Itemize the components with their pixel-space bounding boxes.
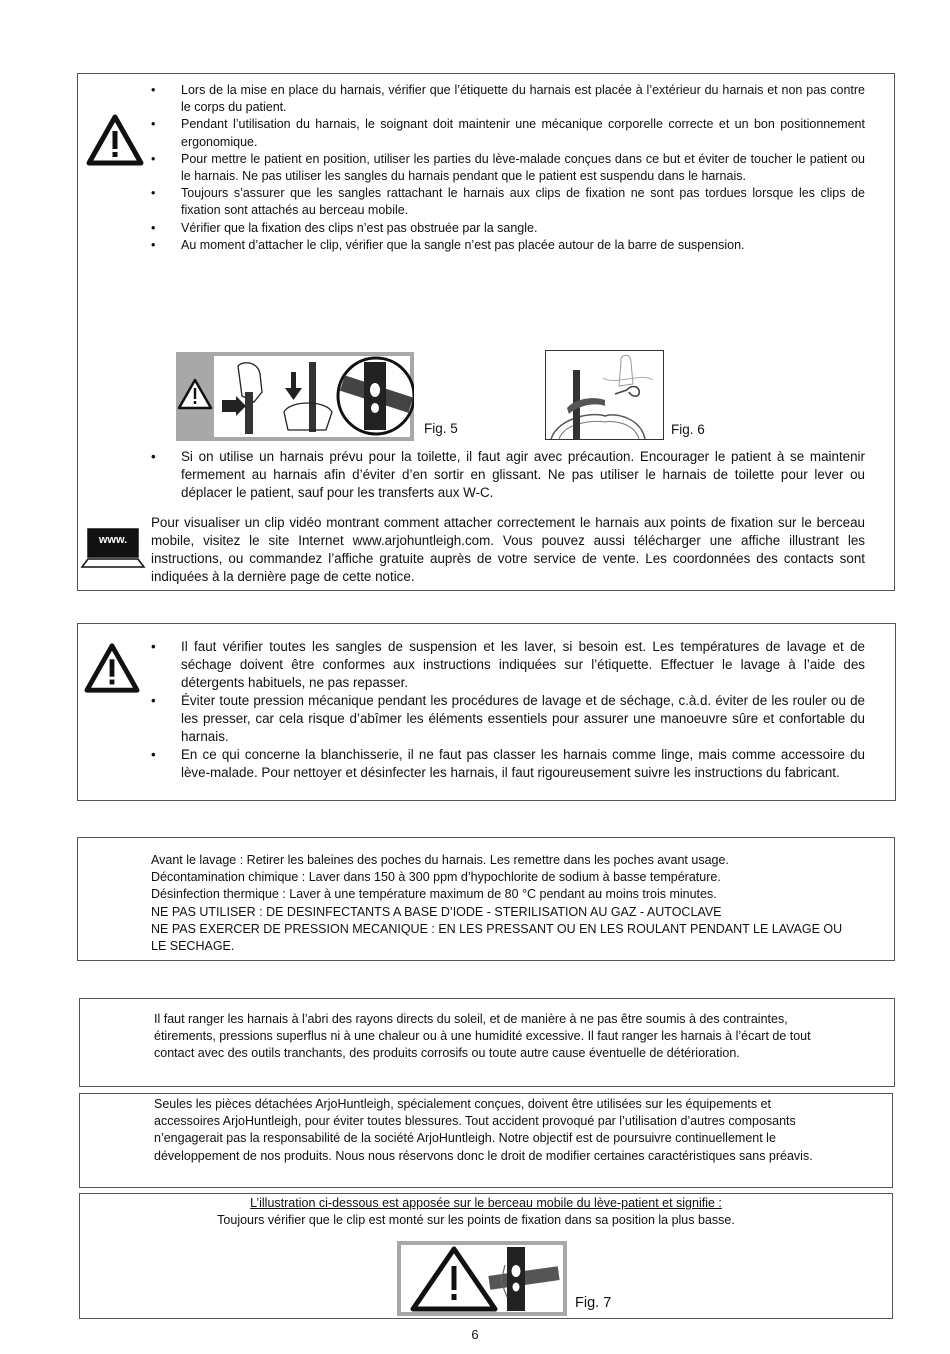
list-item: • Vérifier que la fixation des clips n’est pas obstruée par la sangle. bbox=[151, 220, 865, 237]
fig6-caption: Fig. 6 bbox=[671, 422, 705, 437]
list-item: • Pendant l’utilisation du harnais, le soignant doit maintenir une mécanique corporelle correcte et un bon positionnement ergonomique. bbox=[151, 116, 865, 150]
cleaning-line: NE PAS EXERCER DE PRESSION MECANIQUE : EN LES PRESSANT OU EN LES ROULANT PENDANT LE LAVAGE OU LE SECHAGE. bbox=[151, 921, 843, 954]
list-item: • En ce qui concerne la blanchisserie, il ne faut pas classer les harnais comme linge, mais comme accessoire du lève-malade. Pour nettoyer et désinfecter les harnais, il faut rigoureusement suivre les instructions du fabricant. bbox=[151, 746, 865, 782]
fig7-caption: Fig. 7 bbox=[575, 1295, 612, 1311]
fig6-illustration bbox=[545, 350, 664, 440]
warning-triangle-icon bbox=[84, 642, 140, 694]
web-info-paragraph: Pour visualiser un clip vidéo montrant comment attacher correctement le harnais aux points de fixation sur le berceau mobile, visitez le site Internet www.arjohuntleigh.com. Vous pouvez aussi télécharger une affiche illustrant les instructions, ou commandez l’affiche gratuite auprès de votre service de vente. Les coordonnées des contacts sont indiquées à la dernière page de cette notice. bbox=[151, 515, 865, 584]
page-number: 6 bbox=[471, 1327, 479, 1342]
cleaning-line: NE PAS UTILISER : DE DESINFECTANTS A BASE D’IODE - STERILISATION AU GAZ - AUTOCLAVE bbox=[151, 904, 722, 919]
list-item: • Éviter toute pression mécanique pendant les procédures de lavage et de séchage, c.à.d. éviter de les rouler ou de les presser, car cela risque d’abîmer les éléments essentiels pour assurer une manoeuvre sûre et confortable du harnais. bbox=[151, 692, 865, 746]
fig7-illustration bbox=[397, 1241, 567, 1316]
storage-text: Il faut ranger les harnais à l’abri des rayons directs du soleil, et de manière à ne pas être soumis à des contraintes, étirements, pressions superflus ni à une chaleur ou à une humidité excessive. Il faut ranger les harnais à l’écart de tout contact avec des outils tranchants, des produits corrosifs ou toute autre cause éventuelle de détérioration. bbox=[154, 1012, 811, 1061]
warning-triangle-icon bbox=[86, 114, 144, 166]
list-item: • Si on utilise un harnais prévu pour la toilette, il faut agir avec précaution. Encourager le patient à se maintenir fermement au harnais afin d’éviter d’en sortir en glissant. Ne pas utiliser le harnais de toilette pour lever ou déplacer le patient, sauf pour les transferts aux W-C. bbox=[151, 448, 865, 502]
list-item: • Toujours s’assurer que les sangles rattachant le harnais aux clips de fixation ne sont pas tordues lorsque les clips de fixation sont attachés au berceau mobile. bbox=[151, 185, 865, 219]
washing-bullet-list bbox=[151, 638, 865, 782]
list-item: • Il faut vérifier toutes les sangles de suspension et les laver, si besoin est. Les températures de lavage et de séchage doivent être conformes aux instructions indiquées sur l’étiquette. Effectuer le lavage à l’aide des détergents habituels, ne pas repasser. bbox=[151, 638, 865, 692]
toilet-harness-bullet bbox=[151, 448, 865, 502]
fig5-illustration bbox=[176, 352, 414, 441]
list-item: • Pour mettre le patient en position, utiliser les parties du lève-malade conçues dans ce but et éviter de toucher le patient ou le harnais. Ne pas utiliser les sangles du harnais pendant que le patient est suspendu dans le harnais. bbox=[151, 151, 865, 185]
label-illustration-title: L’illustration ci-dessous est apposée sur le berceau mobile du lève-patient et signifie : bbox=[250, 1196, 722, 1210]
cleaning-line: Avant le lavage : Retirer les baleines des poches du harnais. Les remettre dans les poches avant usage. bbox=[151, 853, 729, 867]
spare-parts-text: Seules les pièces détachées ArjoHuntleigh, spécialement conçues, doivent être utilisées sur les équipements et accessoires ArjoHuntleigh, pour éviter toutes blessures. Tout accident provoqué par l’utilisation d’autres composants n’engagerait pas la responsabilité de la société ArjoHuntleigh. Notre objectif est de poursuivre continuellement le développement de nos produits. Nous nous réservons donc le droit de modifier certaines caractéristiques sans préavis. bbox=[154, 1097, 813, 1163]
list-item: • Au moment d’attacher le clip, vérifier que la sangle n’est pas placée autour de la barre de suspension. bbox=[151, 237, 865, 254]
fig5-caption: Fig. 5 bbox=[424, 421, 458, 436]
www-label: www. bbox=[98, 534, 128, 546]
harness-bullet-list bbox=[151, 82, 865, 254]
cleaning-line: Décontamination chimique : Laver dans 150 à 300 ppm d’hypochlorite de sodium à basse température. bbox=[151, 870, 721, 885]
list-item: • Lors de la mise en place du harnais, vérifier que l’étiquette du harnais est placée à l’extérieur du harnais et non pas contre le corps du patient. bbox=[151, 82, 865, 116]
cleaning-line: Désinfection thermique : Laver à une température maximum de 80 °C pendant au moins trois minutes. bbox=[151, 887, 717, 902]
label-illustration-subtitle: Toujours vérifier que le clip est monté sur les points de fixation dans sa position la plus basse. bbox=[217, 1213, 735, 1227]
cleaning-instructions bbox=[151, 852, 851, 955]
